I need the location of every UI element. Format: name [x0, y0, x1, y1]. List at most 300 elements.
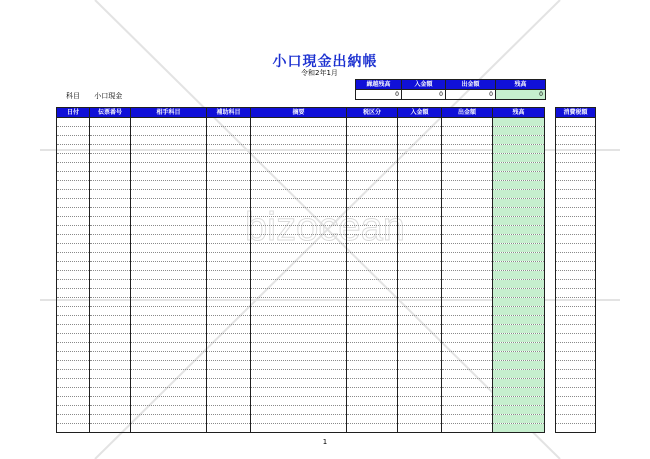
table-cell[interactable] [251, 289, 347, 298]
table-cell[interactable] [90, 253, 131, 262]
table-cell[interactable] [442, 307, 493, 316]
table-cell[interactable] [493, 235, 545, 244]
table-cell[interactable] [398, 172, 442, 181]
table-cell[interactable] [57, 388, 90, 397]
table-cell[interactable] [251, 217, 347, 226]
table-cell[interactable] [131, 388, 207, 397]
table-cell[interactable] [251, 424, 347, 433]
table-cell[interactable] [347, 181, 398, 190]
table-cell[interactable] [251, 199, 347, 208]
table-cell[interactable] [347, 289, 398, 298]
tax-cell[interactable] [556, 424, 596, 433]
table-cell[interactable] [207, 352, 251, 361]
table-cell[interactable] [90, 361, 131, 370]
table-cell[interactable] [251, 361, 347, 370]
tax-cell[interactable] [556, 361, 596, 370]
table-cell[interactable] [90, 334, 131, 343]
tax-cell[interactable] [556, 370, 596, 379]
table-cell[interactable] [207, 235, 251, 244]
table-cell[interactable] [398, 271, 442, 280]
table-cell[interactable] [442, 226, 493, 235]
tax-cell[interactable] [556, 145, 596, 154]
table-cell[interactable] [207, 370, 251, 379]
table-cell[interactable] [398, 289, 442, 298]
table-cell[interactable] [131, 406, 207, 415]
table-cell[interactable] [442, 172, 493, 181]
table-cell[interactable] [207, 325, 251, 334]
table-cell[interactable] [207, 217, 251, 226]
table-cell[interactable] [207, 271, 251, 280]
table-cell[interactable] [207, 226, 251, 235]
tax-cell[interactable] [556, 127, 596, 136]
table-cell[interactable] [493, 136, 545, 145]
table-cell[interactable] [442, 253, 493, 262]
table-cell[interactable] [131, 379, 207, 388]
table-cell[interactable] [57, 271, 90, 280]
table-cell[interactable] [207, 163, 251, 172]
table-cell[interactable] [251, 343, 347, 352]
table-cell[interactable] [207, 244, 251, 253]
table-cell[interactable] [90, 352, 131, 361]
table-cell[interactable] [90, 370, 131, 379]
table-cell[interactable] [57, 316, 90, 325]
table-cell[interactable] [493, 118, 545, 127]
table-cell[interactable] [131, 271, 207, 280]
table-cell[interactable] [493, 415, 545, 424]
table-cell[interactable] [207, 136, 251, 145]
table-cell[interactable] [57, 226, 90, 235]
table-cell[interactable] [90, 172, 131, 181]
table-cell[interactable] [207, 307, 251, 316]
tax-cell[interactable] [556, 226, 596, 235]
table-cell[interactable] [493, 127, 545, 136]
table-cell[interactable] [57, 379, 90, 388]
summary-carryover-value[interactable]: 0 [356, 90, 402, 100]
tax-cell[interactable] [556, 253, 596, 262]
table-cell[interactable] [57, 370, 90, 379]
table-cell[interactable] [493, 289, 545, 298]
table-cell[interactable] [57, 217, 90, 226]
table-cell[interactable] [493, 271, 545, 280]
table-cell[interactable] [57, 253, 90, 262]
table-cell[interactable] [493, 316, 545, 325]
table-cell[interactable] [398, 262, 442, 271]
table-cell[interactable] [398, 154, 442, 163]
table-cell[interactable] [398, 316, 442, 325]
table-cell[interactable] [207, 127, 251, 136]
table-cell[interactable] [347, 253, 398, 262]
table-cell[interactable] [90, 136, 131, 145]
table-cell[interactable] [442, 118, 493, 127]
table-cell[interactable] [442, 280, 493, 289]
table-cell[interactable] [57, 244, 90, 253]
table-cell[interactable] [493, 307, 545, 316]
table-cell[interactable] [57, 145, 90, 154]
table-cell[interactable] [493, 208, 545, 217]
table-cell[interactable] [398, 397, 442, 406]
table-cell[interactable] [442, 325, 493, 334]
table-cell[interactable] [90, 199, 131, 208]
table-cell[interactable] [493, 199, 545, 208]
tax-cell[interactable] [556, 397, 596, 406]
table-cell[interactable] [251, 307, 347, 316]
table-cell[interactable] [442, 127, 493, 136]
table-cell[interactable] [442, 334, 493, 343]
tax-cell[interactable] [556, 181, 596, 190]
table-cell[interactable] [251, 172, 347, 181]
table-cell[interactable] [131, 424, 207, 433]
table-cell[interactable] [207, 424, 251, 433]
table-cell[interactable] [251, 271, 347, 280]
tax-cell[interactable] [556, 199, 596, 208]
table-cell[interactable] [493, 361, 545, 370]
table-cell[interactable] [131, 217, 207, 226]
tax-cell[interactable] [556, 334, 596, 343]
table-cell[interactable] [442, 298, 493, 307]
table-cell[interactable] [207, 406, 251, 415]
tax-cell[interactable] [556, 388, 596, 397]
table-cell[interactable] [442, 190, 493, 199]
table-cell[interactable] [493, 406, 545, 415]
table-cell[interactable] [90, 208, 131, 217]
table-cell[interactable] [398, 424, 442, 433]
table-cell[interactable] [251, 253, 347, 262]
table-cell[interactable] [493, 253, 545, 262]
table-cell[interactable] [90, 244, 131, 253]
table-cell[interactable] [131, 334, 207, 343]
table-cell[interactable] [90, 343, 131, 352]
table-cell[interactable] [90, 217, 131, 226]
table-cell[interactable] [131, 325, 207, 334]
tax-cell[interactable] [556, 415, 596, 424]
tax-cell[interactable] [556, 307, 596, 316]
table-cell[interactable] [251, 226, 347, 235]
tax-cell[interactable] [556, 235, 596, 244]
tax-cell[interactable] [556, 280, 596, 289]
table-cell[interactable] [57, 199, 90, 208]
table-cell[interactable] [398, 325, 442, 334]
table-cell[interactable] [251, 190, 347, 199]
table-cell[interactable] [398, 406, 442, 415]
table-cell[interactable] [493, 388, 545, 397]
table-cell[interactable] [90, 289, 131, 298]
table-cell[interactable] [347, 388, 398, 397]
tax-cell[interactable] [556, 262, 596, 271]
table-cell[interactable] [131, 199, 207, 208]
table-cell[interactable] [131, 280, 207, 289]
table-cell[interactable] [251, 334, 347, 343]
table-cell[interactable] [442, 379, 493, 388]
table-cell[interactable] [347, 370, 398, 379]
table-cell[interactable] [207, 397, 251, 406]
table-cell[interactable] [442, 343, 493, 352]
table-cell[interactable] [347, 199, 398, 208]
table-cell[interactable] [493, 145, 545, 154]
table-cell[interactable] [251, 415, 347, 424]
table-cell[interactable] [251, 235, 347, 244]
table-cell[interactable] [207, 415, 251, 424]
table-cell[interactable] [207, 262, 251, 271]
table-cell[interactable] [207, 190, 251, 199]
table-cell[interactable] [57, 118, 90, 127]
summary-withdrawal-value[interactable]: 0 [446, 90, 496, 100]
table-cell[interactable] [90, 415, 131, 424]
tax-cell[interactable] [556, 163, 596, 172]
table-cell[interactable] [207, 145, 251, 154]
table-cell[interactable] [347, 280, 398, 289]
table-cell[interactable] [90, 190, 131, 199]
table-cell[interactable] [347, 325, 398, 334]
table-cell[interactable] [493, 280, 545, 289]
table-cell[interactable] [442, 199, 493, 208]
table-cell[interactable] [398, 136, 442, 145]
table-cell[interactable] [398, 379, 442, 388]
table-cell[interactable] [347, 352, 398, 361]
table-cell[interactable] [347, 334, 398, 343]
table-cell[interactable] [207, 118, 251, 127]
table-cell[interactable] [131, 154, 207, 163]
tax-cell[interactable] [556, 190, 596, 199]
table-cell[interactable] [398, 190, 442, 199]
table-cell[interactable] [57, 235, 90, 244]
table-cell[interactable] [251, 280, 347, 289]
table-cell[interactable] [442, 271, 493, 280]
table-cell[interactable] [251, 388, 347, 397]
table-cell[interactable] [493, 244, 545, 253]
table-cell[interactable] [347, 208, 398, 217]
table-cell[interactable] [57, 262, 90, 271]
table-cell[interactable] [57, 181, 90, 190]
table-cell[interactable] [347, 190, 398, 199]
table-cell[interactable] [398, 361, 442, 370]
table-cell[interactable] [131, 145, 207, 154]
table-cell[interactable] [90, 388, 131, 397]
table-cell[interactable] [442, 154, 493, 163]
table-cell[interactable] [251, 298, 347, 307]
table-cell[interactable] [251, 244, 347, 253]
table-cell[interactable] [90, 154, 131, 163]
table-cell[interactable] [442, 145, 493, 154]
table-cell[interactable] [131, 127, 207, 136]
table-cell[interactable] [347, 235, 398, 244]
table-cell[interactable] [131, 343, 207, 352]
table-cell[interactable] [398, 127, 442, 136]
table-cell[interactable] [398, 415, 442, 424]
summary-deposit-value[interactable]: 0 [402, 90, 446, 100]
table-cell[interactable] [207, 154, 251, 163]
table-cell[interactable] [442, 136, 493, 145]
table-cell[interactable] [442, 370, 493, 379]
table-cell[interactable] [493, 370, 545, 379]
table-cell[interactable] [493, 424, 545, 433]
table-cell[interactable] [251, 145, 347, 154]
table-cell[interactable] [131, 235, 207, 244]
table-cell[interactable] [57, 406, 90, 415]
table-cell[interactable] [207, 253, 251, 262]
table-cell[interactable] [493, 397, 545, 406]
table-cell[interactable] [493, 352, 545, 361]
table-cell[interactable] [90, 118, 131, 127]
table-cell[interactable] [398, 145, 442, 154]
table-cell[interactable] [398, 163, 442, 172]
table-cell[interactable] [347, 244, 398, 253]
table-cell[interactable] [57, 361, 90, 370]
tax-cell[interactable] [556, 298, 596, 307]
table-cell[interactable] [251, 352, 347, 361]
table-cell[interactable] [442, 397, 493, 406]
table-cell[interactable] [131, 253, 207, 262]
table-cell[interactable] [347, 271, 398, 280]
table-cell[interactable] [90, 127, 131, 136]
table-cell[interactable] [57, 136, 90, 145]
table-cell[interactable] [347, 379, 398, 388]
table-cell[interactable] [57, 280, 90, 289]
table-cell[interactable] [251, 136, 347, 145]
table-cell[interactable] [442, 361, 493, 370]
tax-cell[interactable] [556, 136, 596, 145]
table-cell[interactable] [90, 379, 131, 388]
table-cell[interactable] [442, 163, 493, 172]
table-cell[interactable] [57, 298, 90, 307]
table-cell[interactable] [57, 190, 90, 199]
table-cell[interactable] [347, 262, 398, 271]
table-cell[interactable] [251, 163, 347, 172]
tax-cell[interactable] [556, 316, 596, 325]
table-cell[interactable] [251, 118, 347, 127]
table-cell[interactable] [347, 361, 398, 370]
tax-cell[interactable] [556, 118, 596, 127]
table-cell[interactable] [347, 316, 398, 325]
table-cell[interactable] [90, 307, 131, 316]
table-cell[interactable] [251, 370, 347, 379]
table-cell[interactable] [347, 226, 398, 235]
table-cell[interactable] [57, 415, 90, 424]
table-cell[interactable] [398, 208, 442, 217]
table-cell[interactable] [347, 127, 398, 136]
table-cell[interactable] [347, 307, 398, 316]
table-cell[interactable] [347, 217, 398, 226]
table-cell[interactable] [207, 208, 251, 217]
table-cell[interactable] [57, 424, 90, 433]
table-cell[interactable] [57, 397, 90, 406]
table-cell[interactable] [347, 118, 398, 127]
table-cell[interactable] [347, 136, 398, 145]
table-cell[interactable] [398, 199, 442, 208]
tax-cell[interactable] [556, 379, 596, 388]
tax-cell[interactable] [556, 271, 596, 280]
table-cell[interactable] [131, 172, 207, 181]
tax-cell[interactable] [556, 406, 596, 415]
table-cell[interactable] [131, 289, 207, 298]
table-cell[interactable] [207, 334, 251, 343]
table-cell[interactable] [442, 415, 493, 424]
tax-cell[interactable] [556, 172, 596, 181]
table-cell[interactable] [347, 397, 398, 406]
table-cell[interactable] [131, 307, 207, 316]
table-cell[interactable] [398, 226, 442, 235]
table-cell[interactable] [131, 163, 207, 172]
table-cell[interactable] [207, 181, 251, 190]
table-cell[interactable] [207, 316, 251, 325]
table-cell[interactable] [398, 343, 442, 352]
table-cell[interactable] [57, 307, 90, 316]
table-cell[interactable] [251, 208, 347, 217]
table-cell[interactable] [347, 343, 398, 352]
table-cell[interactable] [207, 343, 251, 352]
table-cell[interactable] [251, 406, 347, 415]
table-cell[interactable] [442, 388, 493, 397]
table-cell[interactable] [398, 244, 442, 253]
table-cell[interactable] [131, 208, 207, 217]
table-cell[interactable] [131, 361, 207, 370]
table-cell[interactable] [251, 379, 347, 388]
tax-cell[interactable] [556, 325, 596, 334]
table-cell[interactable] [398, 352, 442, 361]
table-cell[interactable] [493, 181, 545, 190]
table-cell[interactable] [90, 271, 131, 280]
table-cell[interactable] [398, 118, 442, 127]
table-cell[interactable] [442, 208, 493, 217]
table-cell[interactable] [57, 352, 90, 361]
table-cell[interactable] [442, 235, 493, 244]
table-cell[interactable] [442, 289, 493, 298]
table-cell[interactable] [207, 289, 251, 298]
table-cell[interactable] [493, 217, 545, 226]
table-cell[interactable] [493, 226, 545, 235]
table-cell[interactable] [90, 145, 131, 154]
table-cell[interactable] [90, 226, 131, 235]
table-cell[interactable] [398, 181, 442, 190]
table-cell[interactable] [347, 298, 398, 307]
table-cell[interactable] [347, 424, 398, 433]
table-cell[interactable] [442, 424, 493, 433]
table-cell[interactable] [442, 316, 493, 325]
table-cell[interactable] [131, 244, 207, 253]
table-cell[interactable] [90, 280, 131, 289]
summary-balance-value[interactable]: 0 [496, 90, 546, 100]
table-cell[interactable] [131, 370, 207, 379]
table-cell[interactable] [57, 343, 90, 352]
table-cell[interactable] [493, 325, 545, 334]
table-cell[interactable] [398, 253, 442, 262]
table-cell[interactable] [207, 199, 251, 208]
table-cell[interactable] [493, 190, 545, 199]
table-cell[interactable] [131, 415, 207, 424]
table-cell[interactable] [90, 181, 131, 190]
table-cell[interactable] [398, 235, 442, 244]
table-cell[interactable] [131, 136, 207, 145]
tax-cell[interactable] [556, 352, 596, 361]
table-cell[interactable] [131, 316, 207, 325]
table-cell[interactable] [398, 334, 442, 343]
table-cell[interactable] [90, 316, 131, 325]
table-cell[interactable] [398, 307, 442, 316]
table-cell[interactable] [131, 181, 207, 190]
tax-cell[interactable] [556, 244, 596, 253]
table-cell[interactable] [90, 325, 131, 334]
table-cell[interactable] [398, 217, 442, 226]
table-cell[interactable] [131, 262, 207, 271]
table-cell[interactable] [347, 415, 398, 424]
table-cell[interactable] [90, 235, 131, 244]
table-cell[interactable] [493, 154, 545, 163]
tax-cell[interactable] [556, 154, 596, 163]
table-cell[interactable] [57, 208, 90, 217]
table-cell[interactable] [398, 388, 442, 397]
table-cell[interactable] [207, 388, 251, 397]
table-cell[interactable] [131, 397, 207, 406]
table-cell[interactable] [398, 280, 442, 289]
